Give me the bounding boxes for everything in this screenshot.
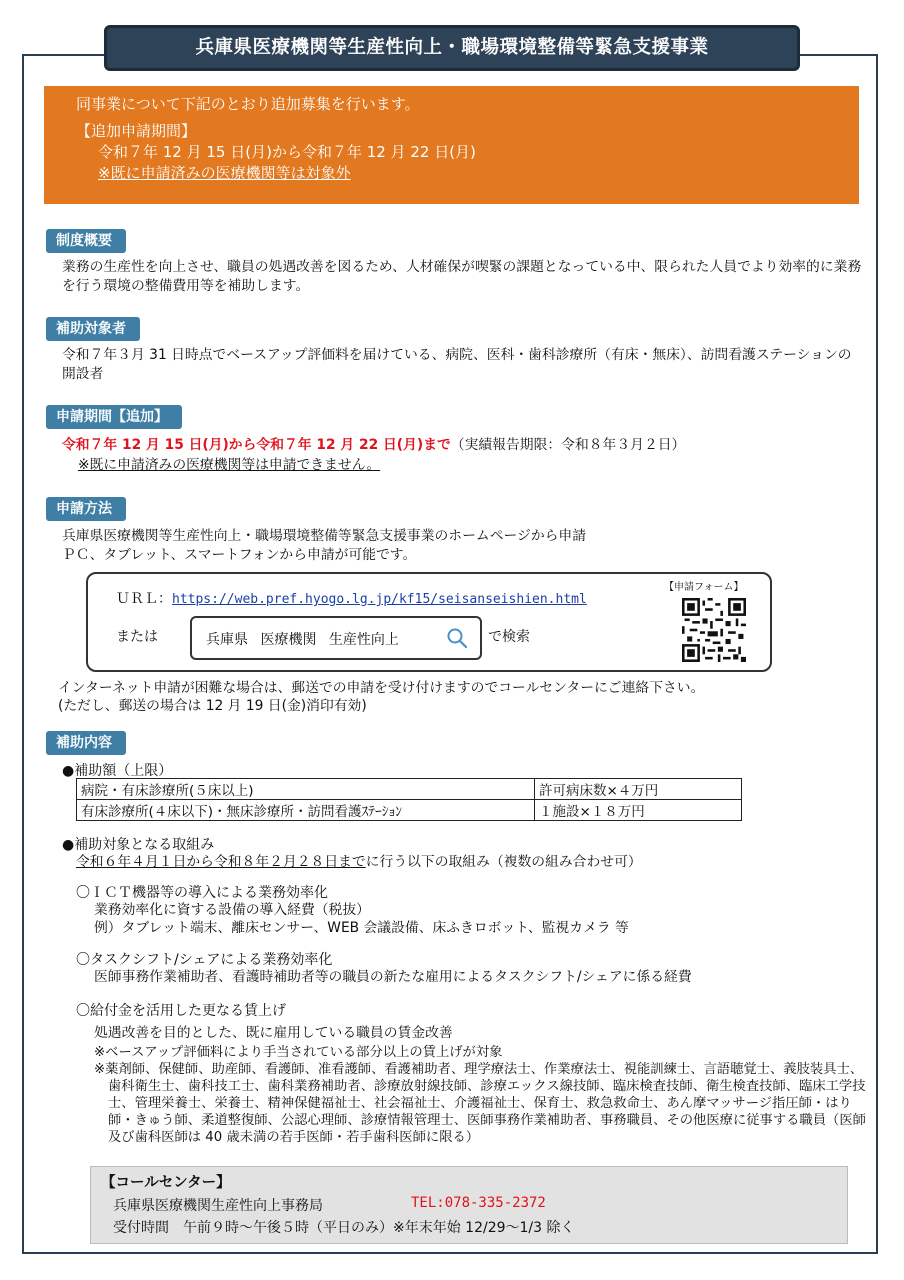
or-label: または [116,629,158,645]
section-label-content: 補助内容 [46,731,126,755]
method-line-1: 兵庫県医療機関等生産性向上・職場環境整備等緊急支援事業のホームページから申請 [62,528,587,544]
amount-cell: 許可病床数×４万円 [535,779,742,800]
call-center-hours: 受付時間 午前９時～午後５時（平日のみ）※年末年始 12/29～1/3 除く [113,1220,575,1236]
application-form-label: 【申請フォーム】 [664,582,744,593]
amount-heading: ●補助額（上限） [62,763,173,779]
amount-table [76,778,742,821]
search-box[interactable] [190,616,482,660]
facility-type-cell: 有床診療所(４床以下)・無床診療所・訪問看護ｽﾃｰｼｮﾝ [77,800,535,821]
table-row [77,779,742,800]
notice-exclusion-note: ※既に申請済みの医療機関等は対象外 [98,164,351,182]
call-center-heading: 【コールセンター】 [101,1175,231,1191]
item-taskshift-title: 〇タスクシフト/シェアによる業務効率化 [76,952,333,968]
notice-intro: 同事業について下記のとおり追加募集を行います。 [76,95,420,113]
efforts-period-suffix: に行う以下の取組み（複数の組み合わせ可） [365,854,642,870]
url-label: ＵＲＬ： [116,591,172,607]
item-taskshift-line-1: 医師事務作業補助者、看護時補助者等の職員の新たな雇用によるタスクシフト/シェアに係る経費 [94,969,692,985]
notice-period-heading: 【追加申請期間】 [76,122,197,140]
item-wage-title: 〇給付金を活用した更なる賃上げ [76,1003,286,1019]
table-row [77,800,742,821]
efforts-heading: ●補助対象となる取組み [62,837,215,853]
item-wage-note-2: ※薬剤師、保健師、助産師、看護師、准看護師、看護補助者、理学療法士、作業療法士、視能訓練士、言語聴覚士、義肢装具士、歯科衛生士、歯科技工士、歯科業務補助者、診療放射線技師、診療エックス線技師、臨床検査技師、衛生検査技師、臨床工学技士、管理栄養士、栄養士、精神保健福祉士、社会福祉士、介護福祉士、保育士、救急救命士、あん摩マッサージ指圧師・はり師・きゅう師、柔道整復師、公認心理師、診療情報管理士、医師事務作業補助者、事務職員、その他医療に従事する職員（医師及び歯科医師は 40 歳未満の若手医師・若手歯科医師に限る） [94,1062,866,1145]
item-wage-line-1: 処遇改善を目的とした、既に雇用している職員の賃金改善 [94,1025,453,1041]
notice-period: 令和７年 12 月 15 日(月)から令和７年 12 月 22 日(月) [98,143,476,161]
target-text: 令和７年３月 31 日時点でベースアップ評価料を届けている、病院、医科・歯科診療所（有床・無床）、訪問看護ステーションの開設者 [62,347,852,382]
page-title: 兵庫県医療機関等生産性向上・職場環境整備等緊急支援事業 [104,25,800,71]
efforts-period-line [76,853,846,872]
period-dates: 令和７年 12 月 15 日(月)から令和７年 12 月 22 日(月)まで [62,437,451,453]
call-center-office: 兵庫県医療機関生産性向上事務局 [113,1198,323,1214]
section-label-period: 申請期間【追加】 [46,405,182,429]
search-icon [446,627,468,649]
item-ict-title: 〇ＩＣＴ機器等の導入による業務効率化 [76,885,328,901]
call-center-phone[interactable]: TEL:078-335-2372 [411,1195,546,1211]
mail-postmark-note: (ただし、郵送の場合は 12 月 19 日(金)消印有効) [58,698,367,714]
method-line-2: ＰＣ、タブレット、スマートフォンから申請が可能です。 [62,547,417,563]
item-ict-line-2: 例）タブレット端末、離床センサー、WEB 会議設備、床ふきロボット、監視カメラ 等 [94,920,629,936]
period-note: ※既に申請済みの医療機関等は申請できません。 [78,457,381,473]
qr-code-icon[interactable] [682,598,746,662]
call-center-box [90,1166,848,1244]
report-deadline: （実績報告期限：令和８年３月２日） [450,437,686,453]
section-label-method: 申請方法 [46,497,126,521]
search-query: 兵庫県 医療機関 生産性向上 [206,632,399,648]
overview-text: 業務の生産性を向上させ、職員の処遇改善を図るため、人材確保が喫緊の課題となっている中、限られた人員でより効率的に業務を行う環境の整備費用等を補助します。 [62,259,862,294]
application-url-link[interactable]: https://web.pref.hyogo.lg.jp/kf15/seisanseishien.html [172,592,587,607]
facility-type-cell: 病院・有床診療所(５床以上) [77,779,535,800]
application-info-box [86,572,772,672]
mail-application-note: インターネット申請が困難な場合は、郵送での申請を受け付けますのでコールセンターにご連絡下さい。 [58,680,705,696]
search-suffix: で検索 [488,629,530,645]
section-label-overview: 制度概要 [46,229,126,253]
period-line [62,436,864,455]
item-ict-line-1: 業務効率化に資する設備の導入経費（税抜） [94,902,370,918]
additional-recruitment-notice [44,86,859,204]
amount-cell: １施設×１８万円 [535,800,742,821]
url-row [116,588,587,608]
item-wage-note-1: ※ベースアップ評価料により手当されている部分以上の賃上げが対象 [94,1045,503,1060]
section-label-target: 補助対象者 [46,317,140,341]
efforts-period: 令和６年４月１日から令和８年２月２８日まで [76,854,366,870]
